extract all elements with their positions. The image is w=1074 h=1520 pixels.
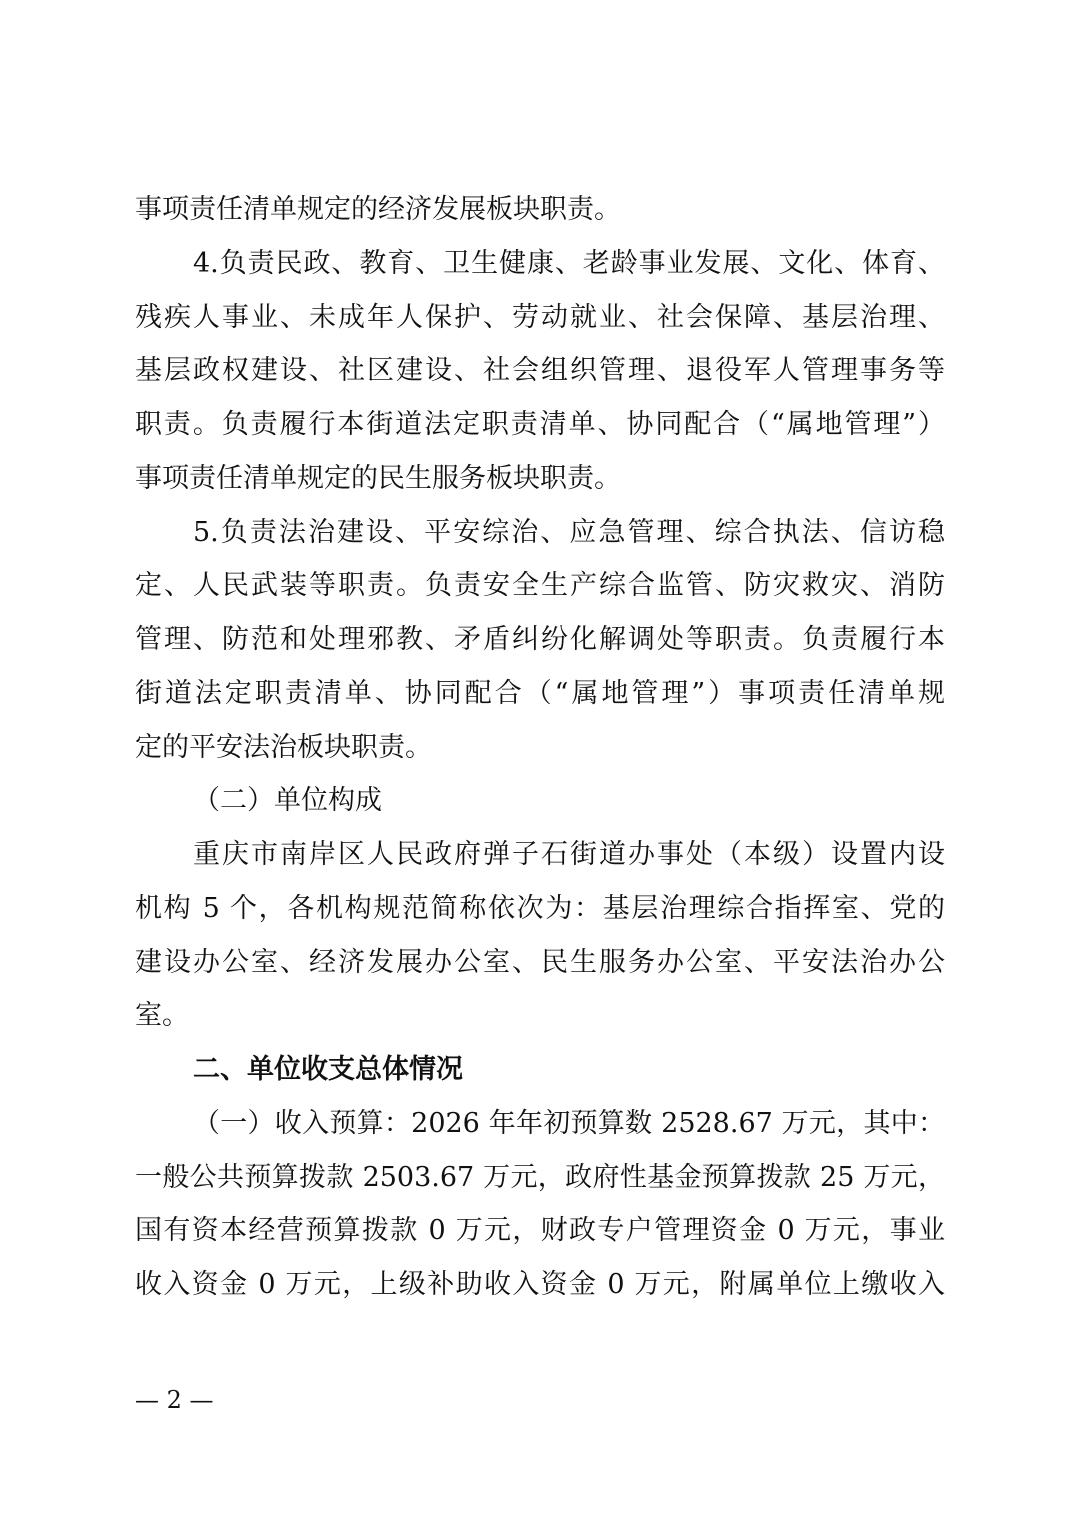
text-line: 机构 5 个，各机构规范简称依次为：基层治理综合指挥室、党的: [135, 892, 945, 924]
text-line: 基层政权建设、社区建设、社会组织管理、退役军人管理事务等: [135, 355, 945, 387]
text-line: 定、人民武装等职责。负责安全生产综合监管、防灾救灾、消防: [135, 570, 945, 602]
text-line: 街道法定职责清单、协同配合（“属地管理”）事项责任清单规: [135, 677, 945, 709]
text-line: 重庆市南岸区人民政府弹子石街道办事处（本级）设置内设: [193, 839, 945, 870]
text-line: 一般公共预算拨款 2503.67 万元，政府性基金预算拨款 25 万元，: [135, 1161, 945, 1193]
section-heading: 二、单位收支总体情况: [193, 1054, 463, 1085]
text-line: （一）收入预算：2026 年年初预算数 2528.67 万元，其中：: [193, 1107, 945, 1139]
text-line: 5.负责法治建设、平安综治、应急管理、综合执法、信访稳: [193, 516, 945, 548]
subsection-heading: （二）单位构成: [193, 785, 382, 817]
text-line: 建设办公室、经济发展办公室、民生服务办公室、平安法治办公: [135, 946, 945, 978]
text-line: 管理、防范和处理邪教、矛盾纠纷化解调处等职责。负责履行本: [135, 624, 945, 655]
text-line: 收入资金 0 万元，上级补助收入资金 0 万元，附属单位上缴收入: [135, 1269, 945, 1300]
document-body: [135, 183, 945, 1312]
text-line: 残疾人事业、未成年人保护、劳动就业、社会保障、基层治理、: [135, 301, 945, 333]
text-line: 定的平安法治板块职责。: [135, 731, 432, 763]
text-line: 事项责任清单规定的民生服务板块职责。: [135, 462, 621, 494]
text-line: 事项责任清单规定的经济发展板块职责。: [135, 194, 621, 225]
text-line: 4.负责民政、教育、卫生健康、老龄事业发展、文化、体育、: [193, 247, 945, 279]
text-line: 国有资本经营预算拨款 0 万元，财政专户管理资金 0 万元，事业: [135, 1215, 945, 1247]
text-line: 室。: [135, 1000, 189, 1032]
page-number: — 2 —: [135, 1386, 214, 1414]
text-line: 职责。负责履行本街道法定职责清单、协同配合（“属地管理”）: [135, 409, 945, 440]
